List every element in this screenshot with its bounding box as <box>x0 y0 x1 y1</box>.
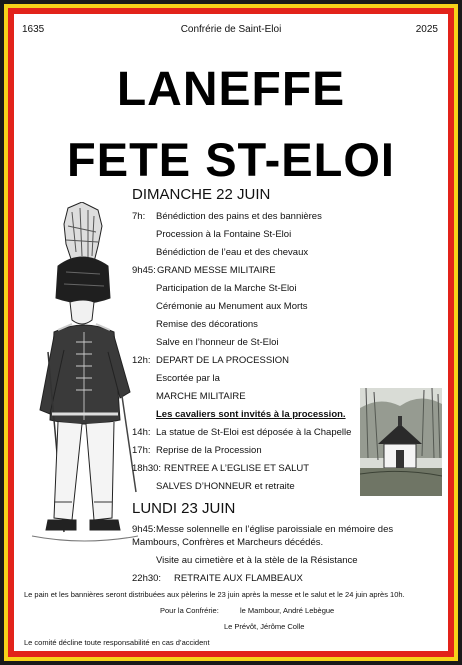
liability-disclaimer: Le comité décline toute responsabilité en cas d’accident <box>24 638 210 647</box>
schedule-item: Messe solennelle en l’église paroissiale en mémoire des <box>156 524 394 535</box>
organisation-name: Confrérie de Saint-Eloi <box>180 24 282 35</box>
schedule-item: GRAND MESSE MILITAIRE <box>157 265 276 276</box>
schedule-item: MARCHE MILITAIRE <box>156 391 246 402</box>
day-heading-sunday: DIMANCHE 22 JUIN <box>132 186 271 203</box>
distribution-note: Le pain et les bannières seront distribuées aux pèlerins le 23 juin après la messe et le salut et le 24 juin après 10h. <box>24 590 405 599</box>
time-14h: 14h: <box>132 427 151 438</box>
schedule-item: La statue de St-Eloi est déposée à la Chapelle <box>156 427 352 438</box>
schedule-item: Participation de la Marche St-Eloi <box>156 283 297 294</box>
schedule-item: Salve en l’honneur de St-Eloi <box>156 337 279 348</box>
schedule-item: Escortée par la <box>156 373 220 384</box>
title-line-2: FETE ST-ELOI <box>67 133 395 186</box>
schedule-item: RETRAITE AUX FLAMBEAUX <box>174 573 303 584</box>
day-heading-monday: LUNDI 23 JUIN <box>132 500 236 517</box>
time-7h: 7h: <box>132 211 146 222</box>
poster-sheet <box>14 14 448 651</box>
schedule-item: SALVES D’HONNEUR et retraite <box>156 481 295 492</box>
year-left: 1635 <box>22 24 45 35</box>
time-9h45: 9h45: <box>132 265 156 276</box>
schedule-item: Visite au cimetière et à la stèle de la Résistance <box>156 555 358 566</box>
schedule-item: Procession à la Fontaine St-Eloi <box>156 229 292 240</box>
schedule-item: Bénédiction des pains et des bannières <box>156 211 322 222</box>
signature-prevot: Le Prévôt, Jérôme Colle <box>224 622 305 631</box>
time-18h30: 18h30: <box>132 463 162 474</box>
signature-mambour: le Mambour, André Lebègue <box>240 606 335 615</box>
schedule-item: Cérémonie au Menument aux Morts <box>156 301 308 312</box>
chapel-photo <box>360 388 442 496</box>
time-9h45-monday: 9h45: <box>132 524 156 535</box>
time-17h: 17h: <box>132 445 151 456</box>
schedule-item: Bénédiction de l’eau et des chevaux <box>156 247 309 258</box>
time-22h30: 22h30: <box>132 573 162 584</box>
title-line-1: LANEFFE <box>116 63 346 116</box>
year-right: 2025 <box>415 24 438 35</box>
schedule-item: RENTREE A L’EGLISE ET SALUT <box>164 463 310 474</box>
schedule-item: Reprise de la Procession <box>156 445 262 456</box>
schedule-item: Mambours, Confrères et Marcheurs décédés. <box>132 537 324 548</box>
cavaliers-notice: Les cavaliers sont invités à la procession. <box>156 409 346 420</box>
time-12h: 12h: <box>132 355 151 366</box>
soldier-illustration <box>28 202 140 552</box>
schedule-item: DEPART DE LA PROCESSION <box>156 355 290 366</box>
signature-label: Pour la Confrérie: <box>160 606 219 615</box>
schedule-item: Remise des décorations <box>156 319 258 330</box>
